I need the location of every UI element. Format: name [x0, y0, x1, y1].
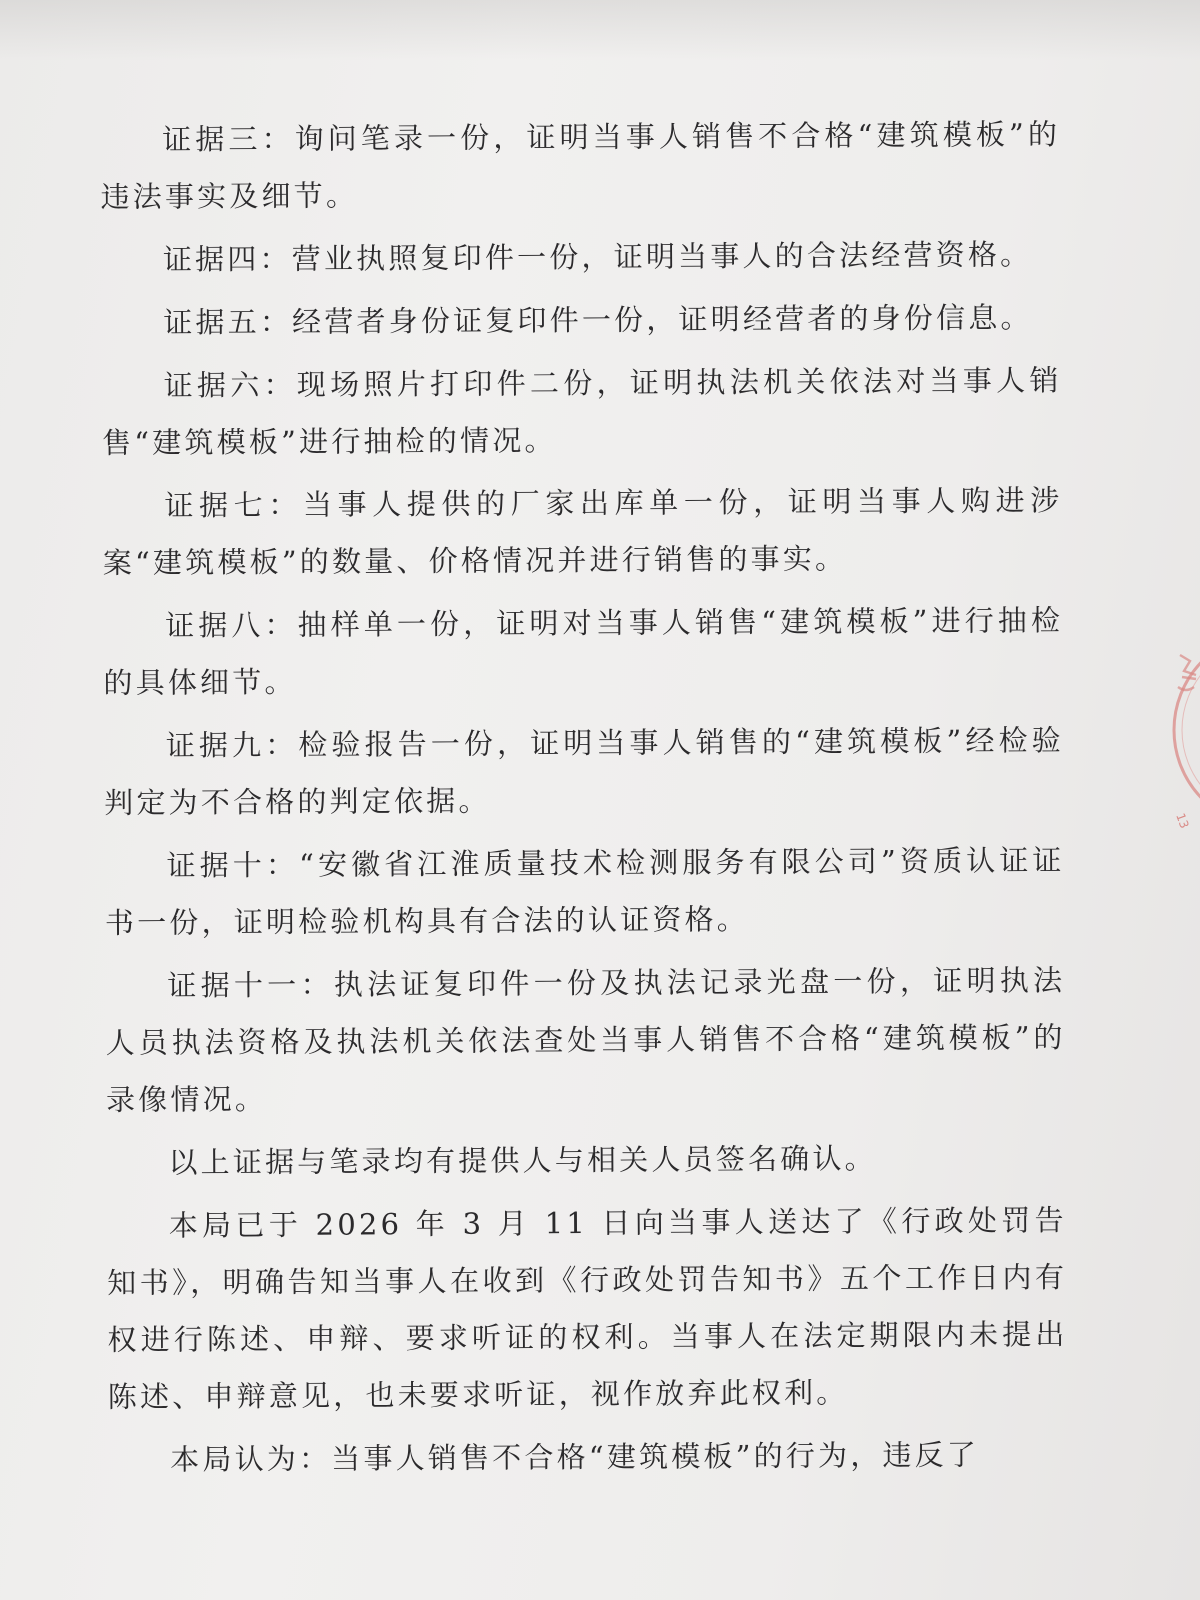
evidence-5-paragraph: 证据五：经营者身份证复印件一份，证明经营者的身份信息。	[163, 300, 1033, 340]
evidence-8-paragraph: 证据八：抽样单一份，证明对当事人销售“建筑模板”进行抽检的具体细节。	[103, 603, 1064, 700]
notification-paragraph: 本局已于 2026 年 3 月 11 日向当事人送达了《行政处罚告知书》，明确告知当事人在收到《行政处罚告知书》五个工作日内有权进行陈述、申辩、要求听证的权利。当事人在法定期限内未提出陈述、申辩意见，也未要求听证，视作放弃此权利。	[107, 1203, 1068, 1414]
evidence-7-paragraph: 证据七：当事人提供的厂家出库单一份，证明当事人购进涉案“建筑模板”的数量、价格情况并进行销售的事实。	[102, 483, 1063, 580]
evidence-6-paragraph: 证据六：现场照片打印件二份，证明执法机关依法对当事人销售“建筑模板”进行抽检的情况。	[101, 363, 1062, 460]
evidence-3-paragraph: 证据三：询问笔录一份，证明当事人销售不合格“建筑模板”的违法事实及细节。	[100, 117, 1061, 214]
evidence-10-paragraph: 证据十：“安徽省江淮质量技术检测服务有限公司”资质认证证书一份，证明检验机构具有合法的认证资格。	[104, 843, 1065, 940]
evidence-11-paragraph: 证据十一：执法证复印件一份及执法记录光盘一份，证明执法人员执法资格及执法机关依法查处当事人销售不合格“建筑模板”的录像情况。	[105, 963, 1066, 1117]
seal-ring	[1173, 632, 1200, 831]
evidence-9-paragraph: 证据九：检验报告一份，证明当事人销售的“建筑模板”经检验判定为不合格的判定依据。	[104, 723, 1064, 820]
evidence-4-paragraph: 证据四：营业执照复印件一份，证明当事人的合法经营资格。	[162, 237, 1033, 277]
signature-confirmation-paragraph: 以上证据与笔录均有提供人与相关人员签名确认。	[168, 1141, 877, 1180]
document-body	[100, 106, 1068, 1495]
page-shadow	[0, 0, 1200, 60]
red-seal-fragment	[1152, 625, 1200, 835]
conclusion-paragraph: 本局认为：当事人销售不合格“建筑模板”的行为，违反了	[170, 1437, 980, 1477]
seal-number-text: 13	[1173, 811, 1192, 831]
